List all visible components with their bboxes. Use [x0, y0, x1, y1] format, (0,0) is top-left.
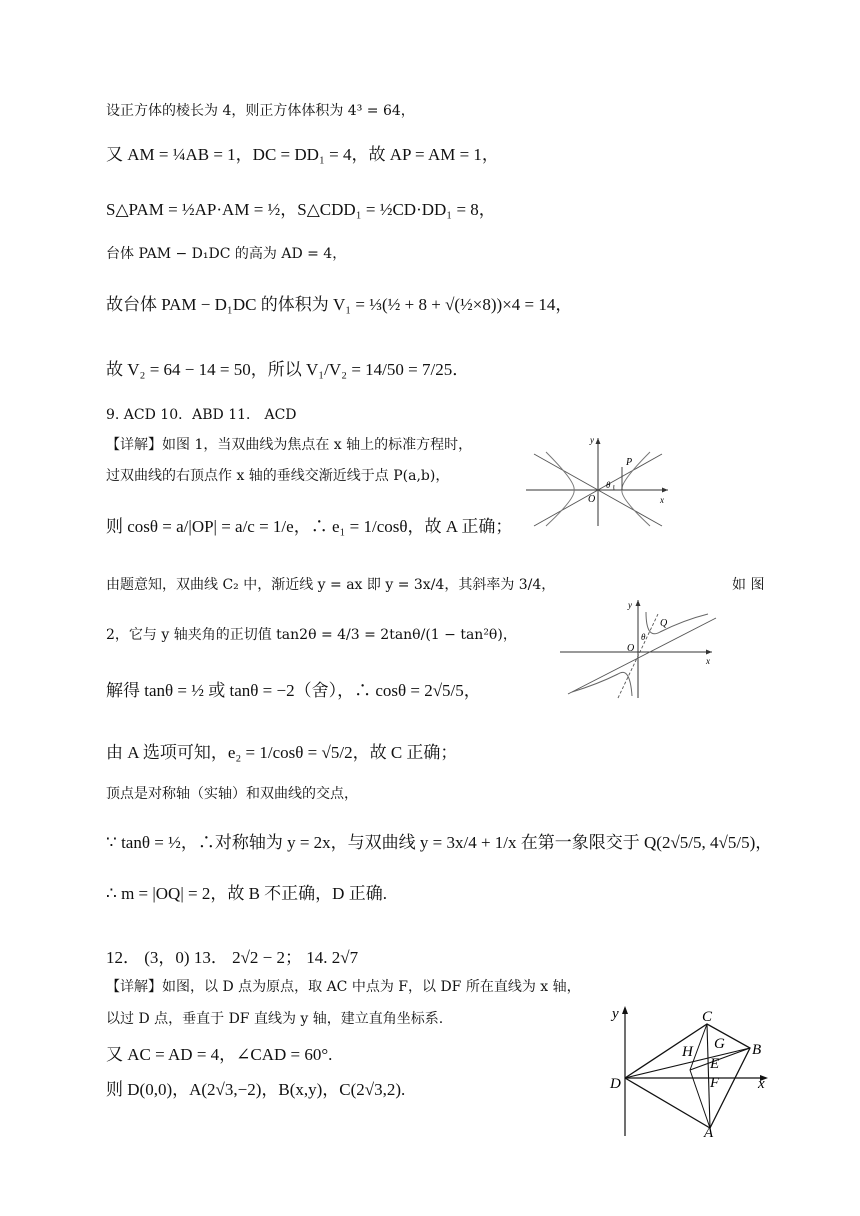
line-areas: S△PAM = ½AP·AM = ½，S△CDD₁ = ½CD·DD₁ = 8，	[106, 200, 496, 219]
line-frustum-height: 台体 PAM − D₁DC 的高为 AD = 4，	[106, 246, 347, 262]
fig1-x-label: x	[660, 495, 664, 505]
fig3-point-a-label: A	[704, 1125, 714, 1141]
fig3-point-h-label: H	[682, 1044, 693, 1060]
line-ac-ad: 又 AC = AD = 4，∠CAD = 60°.	[106, 1045, 333, 1064]
fig2-point-q-label: Q	[660, 618, 668, 629]
line-frustum-volume: 故台体 PAM − D₁DC 的体积为 V₁ = ⅓(½ + 8 + √(½×8))×4 = 14，	[106, 295, 573, 314]
fig2-origin-label: O	[627, 643, 635, 654]
fig1-theta-label: θ	[606, 480, 611, 490]
figure-2-hyperbola	[560, 596, 720, 698]
line-v2-ratio: 故 V₂ = 64 − 14 = 50，所以 V₁/V₂ = 14/50 = 7/25．	[106, 360, 470, 379]
line-cube-volume: 设正方体的棱长为 4，则正方体体积为 4³ = 64，	[106, 103, 415, 119]
fig1-point-p-label: P	[626, 457, 633, 468]
fig1-y-label: y	[590, 435, 594, 445]
line-answers-9-11: 9. ACD 10．ABD 11． ACD	[106, 407, 297, 423]
fig1-origin-label: O	[588, 494, 596, 505]
line-detail-fig1: 【详解】如图 1，当双曲线为焦点在 x 轴上的标准方程时，	[106, 437, 473, 453]
line-am-ab: 又 AM = ¼AB = 1，DC = DD₁ = 4，故 AP = AM = 1，	[106, 145, 499, 164]
line-vertex-perp: 过双曲线的右顶点作 x 轴的垂线交渐近线于点 P(a,b)，	[106, 468, 450, 484]
fig3-point-e-label: E	[710, 1056, 720, 1072]
fig3-y-label: y	[612, 1006, 619, 1022]
line-solve-tan: 解得 tanθ = ½ 或 tanθ = −2（舍），∴ cosθ = 2√5/5，	[106, 681, 481, 700]
line-symmetry-axis: ∵ tanθ = ½，∴对称轴为 y = 2x，与双曲线 y = 3x/4 + 1/x 在第一象限交于 Q(2√5/5, 4√5/5)，	[106, 833, 773, 852]
line-ru-tu: 如 图	[732, 577, 765, 593]
line-asymptote: 由题意知，双曲线 C₂ 中，渐近线 y = ax 即 y = 3x/4，其斜率为 3/4，	[106, 577, 556, 593]
figure-3-coordinate-quad	[600, 1000, 776, 1141]
line-e2: 由 A 选项可知，e₂ = 1/cosθ = √5/2，故 C 正确；	[106, 743, 458, 762]
line-answers-12-14: 12． (3，0) 13． 2√2 − 2； 14. 2√7	[106, 948, 359, 967]
fig3-point-c-label: C	[702, 1009, 713, 1025]
figure-1-hyperbola	[522, 432, 672, 528]
line-coordinates: 则 D(0,0)，A(2√3,−2)，B(x,y)，C(2√3,2).	[106, 1080, 406, 1099]
fig2-y-label: y	[628, 600, 632, 610]
fig3-x-label: x	[758, 1076, 765, 1092]
line-tan2theta: 2，它与 y 轴夹角的正切值 tan2θ = 4/3 = 2tanθ/(1 − tan²θ)，	[106, 627, 517, 643]
line-cos-theta: 则 cosθ = a/|OP| = a/c = 1/e，∴ e₁ = 1/cosθ，故 A 正确；	[106, 517, 513, 536]
fig3-point-f-label: F	[710, 1075, 720, 1091]
fig3-point-d-label: D	[610, 1076, 621, 1092]
fig2-theta-label: θ	[641, 632, 646, 642]
fig3-point-b-label: B	[752, 1042, 762, 1058]
fig2-x-label: x	[706, 656, 710, 666]
line-axes-setup: 以过 D 点，垂直于 DF 直线为 y 轴，建立直角坐标系.	[106, 1011, 444, 1027]
fig3-point-g-label: G	[714, 1036, 725, 1052]
line-detail-coords: 【详解】如图，以 D 点为原点，取 AC 中点为 F，以 DF 所在直线为 x 轴，	[106, 979, 581, 995]
line-vertex-def: 顶点是对称轴（实轴）和双曲线的交点，	[106, 786, 358, 802]
line-m-oq: ∴ m = |OQ| = 2，故 B 不正确，D 正确.	[106, 884, 387, 903]
